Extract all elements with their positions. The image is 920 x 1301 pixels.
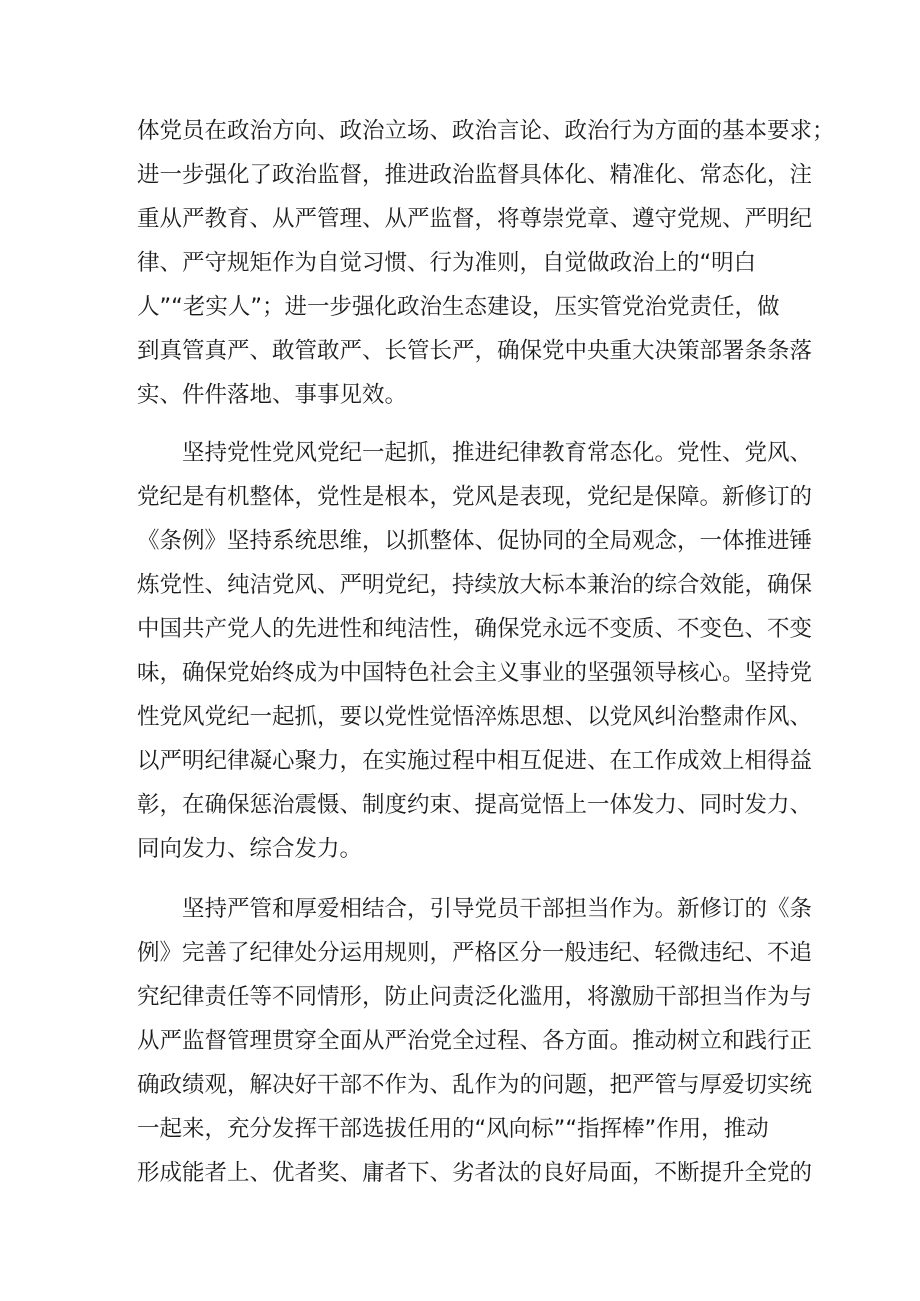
- paragraph-2: [137, 431, 813, 871]
- paragraph-line: 党纪是有机整体，党性是根本，党风是表现，党纪是保障。新修订的: [137, 484, 813, 510]
- paragraph-line: 到真管真严、敢管敢严、长管长严，确保党中央重大决策部署条条落: [137, 338, 813, 364]
- paragraph-line: 究纪律责任等不同情形，防止问责泛化滥用，将激励干部担当作为与: [137, 984, 813, 1010]
- paragraph-line: 味，确保党始终成为中国特色社会主义事业的坚强领导核心。坚持党: [137, 660, 813, 686]
- paragraph-line: 一起来，充分发挥干部选拔任用的“风向标”“指挥棒”作用，推动: [137, 1116, 769, 1142]
- paragraph-3: [137, 887, 813, 1195]
- paragraph-1: [137, 109, 835, 417]
- paragraph-line: 形成能者上、优者奖、庸者下、劣者汰的良好局面，不断提升全党的: [137, 1160, 813, 1186]
- paragraph-line: 炼党性、纯洁党风、严明党纪，持续放大标本兼治的综合效能，确保: [137, 572, 813, 598]
- paragraph-line: 同向发力、综合发力。: [137, 836, 363, 862]
- paragraph-line: 人”“老实人”；进一步强化政治生态建设，压实管党治党责任，做: [137, 294, 780, 320]
- paragraph-line: 例》完善了纪律处分运用规则，严格区分一般违纪、轻微违纪、不追: [137, 940, 813, 966]
- paragraph-line: 彰，在确保惩治震慑、制度约束、提高觉悟上一体发力、同时发力、: [137, 792, 813, 818]
- paragraph-line: 律、严守规矩作为自觉习惯、行为准则，自觉做政治上的“明白: [137, 250, 757, 276]
- paragraph-line: 《条例》坚持系统思维，以抓整体、促协同的全局观念，一体推进锤: [137, 528, 813, 554]
- paragraph-line: 确政绩观，解决好干部不作为、乱作为的问题，把严管与厚爱切实统: [137, 1072, 813, 1098]
- paragraph-line: 体党员在政治方向、政治立场、政治言论、政治行为方面的基本要求；: [137, 118, 835, 144]
- paragraph-line: 中国共产党人的先进性和纯洁性，确保党永远不变质、不变色、不变: [137, 616, 813, 642]
- paragraph-line: 坚持党性党风党纪一起抓，推进纪律教育常态化。党性、党风、: [182, 440, 813, 466]
- paragraph-line: 性党风党纪一起抓，要以党性觉悟淬炼思想、以党风纠治整肃作风、: [137, 704, 813, 730]
- paragraph-line: 重从严教育、从严管理、从严监督，将尊崇党章、遵守党规、严明纪: [137, 206, 813, 232]
- paragraph-line: 实、件件落地、事事见效。: [137, 382, 408, 408]
- paragraph-line: 以严明纪律凝心聚力，在实施过程中相互促进、在工作成效上相得益: [137, 748, 813, 774]
- paragraph-line: 从严监督管理贯穿全面从严治党全过程、各方面。推动树立和践行正: [137, 1028, 813, 1054]
- paragraph-line: 坚持严管和厚爱相结合，引导党员干部担当作为。新修订的《条: [182, 896, 813, 922]
- paragraph-line: 进一步强化了政治监督，推进政治监督具体化、精准化、常态化，注: [137, 162, 813, 188]
